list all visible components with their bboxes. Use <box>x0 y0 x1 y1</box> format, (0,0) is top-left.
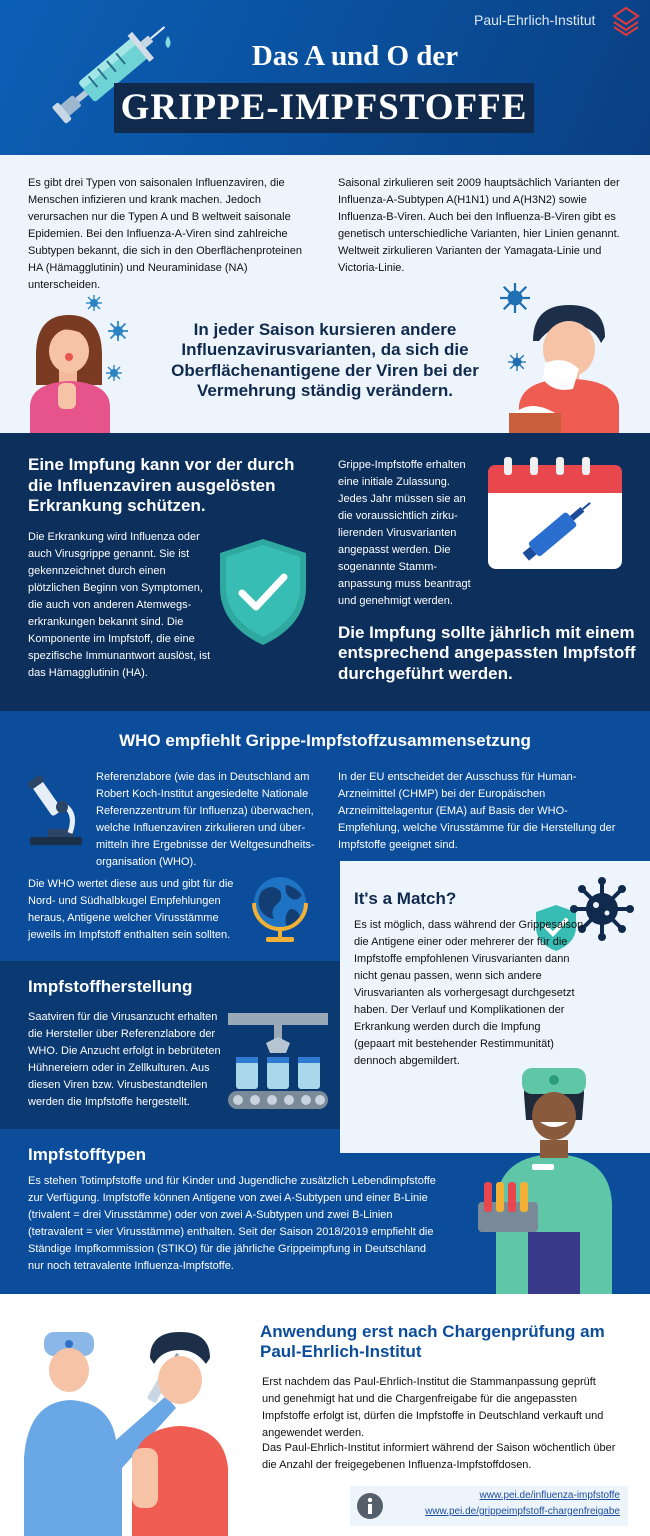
calendar-syringe-icon <box>486 455 624 571</box>
anwendung-text1: Erst nachdem das Paul-Ehrlich-Institut die Stammanpassung geprüft und genehmigt hat und die Chargenfreigabe für die angepassten Impfstoffe erfolgt ist, dürfen die Impfstoffe in Deutschland verkauft und angewendet werden. <box>262 1376 604 1440</box>
title-line1: Das A und O der <box>251 40 459 72</box>
intro-left-text: Es gibt drei Typen von saisonalen Influenzaviren, die Menschen infizieren und krank machen. Jedoch verursachen nur die Typen A und B weltweit saisonale Epidemien. Bei den Influenza-A-Viren sind zahlreiche Subtypen bekannt, die sich in den Oberflächenproteinen HA (Hämagglutinin) und Neuraminidase (NA) unterscheiden. <box>28 177 302 292</box>
match-text: Es ist möglich, dass während der Grippesaison die Antigene einer oder mehrerer der für die Impfstoffe empfohlenen Virusvarianten dann nicht genau passen, wenn sich andere Virusvarianten als vorhergesagt durchgesetzt haben. Der Verlauf und Komplikationen der Erkrankung werden durch die Impfung (gepaart mit bestehender Restimmunität) dennoch abgemildert. <box>354 919 584 1068</box>
info-icon <box>356 1492 384 1520</box>
anwendung-section <box>0 1294 650 1536</box>
herstellung-heading: Impfstoffherstellung <box>28 977 193 996</box>
match-heading: It's a Match? <box>354 889 457 908</box>
vaccination-section <box>0 433 650 711</box>
doctor-patient-illustration <box>22 1328 252 1536</box>
vaccination-left-text: Die Erkrankung wird Influenza oder auch Virusgrippe genannt. Sie ist gekennzeichnet durch einen plötzlichen Beginn von Symptomen, die auch von anderen Atemwegs-erkrankungen bekannt sind. Die Komponente im Impfstoff, die eine spezifische Immunantwort auslöst, ist das Hämagglutinin (HA). <box>28 531 211 680</box>
herstellung-text: Saatviren für die Virusanzucht erhalten die Hersteller über Referenzlabore der WHO. Die Anzucht erfolgt in bebrüteten Hühnereiern oder in Zellkulturen. Aus diesen Viren bzw. Virusbestandteilen werden die Impfstoffe hergestellt. <box>28 1011 221 1109</box>
who-text-right: In der EU entscheidet der Ausschuss für Human-Arzneimittel (CHMP) bei der Europäischen Arzneimittelagentur (EMA) auf Basis der WHO-Empfehlung, welche Virusstämme für die Herstellung der Impfstoffe geeignet sind. <box>338 771 616 852</box>
sneezing-woman-illustration <box>24 305 114 433</box>
nurse-illustration <box>478 1064 628 1294</box>
logo-text: Paul-Ehrlich-Institut <box>474 12 596 28</box>
intro-highlight: In jeder Saison kursieren andere Influenzavirusvarianten, da sich die Oberflächenantigene der Viren bei der Vermehrung ständig verändern. <box>171 320 479 401</box>
pei-logo-icon <box>612 6 640 36</box>
vaccine-production-icon <box>228 1013 328 1111</box>
typen-text: Es stehen Totimpfstoffe und für Kinder und Jugendliche zusätzlich Lebendimpfstoffe zur Verfügung. Impfstoffe können Antigene von zwei A-Subtypen und einer B-Linie (trivalent = drei Virusstämme) oder von zwei A-Subtypen und zwei B-Linien (tetravalent = vier Virusstämme) enthalten. Seit der Saison 2018/2019 empfiehlt die Ständige Impfkommission (STIKO) für die jährliche Grippeimpfung in Deutschland nur noch tetravalente Influenza-Impfstoffe. <box>28 1175 436 1273</box>
globe-icon <box>250 873 312 943</box>
who-text1: Referenzlabore (wie das in Deutschland am Robert Koch-Institut angesiedelte Nationale Referenzzentrum für Influenza) überwachen, welche Influenzaviren zirkulieren und über-mitteln ihre Ergebnisse der Weltgesundheits-organisation (WHO). <box>96 771 315 869</box>
vaccination-heading: Eine Impfung kann vor der durch die Influenzaviren ausgelösten Erkrankung schützen. <box>28 455 295 516</box>
who-text2: Die WHO wertet diese aus und gibt für die Nord- und Südhalbkugel Empfehlungen heraus, Antigene welcher Virusstämme jeweils im Impfstoff enthalten sein sollten. <box>28 878 234 942</box>
microscope-icon <box>26 773 86 847</box>
intro-right-text: Saisonal zirkulieren seit 2009 hauptsächlich Varianten der Influenza-A-Subtypen A(H1N1) und A(H3N2) sowie Influenza-B-Viren. Auch bei den Influenza-B-Viren gibt es genetisch unterschiedliche Varianten, hier Linien genannt. Weltweit zirkulieren Varianten der Yamagata-Linie und Victoria-Linie. <box>338 177 620 275</box>
sneezing-man-illustration <box>505 301 625 433</box>
header <box>0 0 650 155</box>
who-heading: WHO empfiehlt Grippe-Impfstoffzusammensetzung <box>119 731 531 750</box>
page-title: GRIPPE-IMPFSTOFFE <box>114 83 534 133</box>
anwendung-heading: Anwendung erst nach Chargenprüfung am Paul-Ehrlich-Institut <box>260 1322 605 1362</box>
vaccination-highlight: Die Impfung sollte jährlich mit einem entsprechend angepassten Impfstoff durchgeführt werden. <box>338 623 636 683</box>
vaccination-right-text: Grippe-Impfstoffe erhalten eine initiale Zulassung. Jedes Jahr müssen sie an die voraussichtlich zirku-lierenden Virusvarianten angepasst werden. Die sogenannte Stamm-anpassung muss beantragt und genehmigt werden. <box>338 459 471 608</box>
shield-check-icon <box>218 537 308 647</box>
links-box <box>350 1486 628 1526</box>
link-influenza-impfstoffe[interactable]: www.pei.de/influenza-impfstoffe <box>479 1490 620 1501</box>
intro-section <box>0 155 650 433</box>
anwendung-text2: Das Paul-Ehrlich-Institut informiert während der Saison wöchentlich über die Anzahl der freigegebenen Influenza-Impfstoffdosen. <box>262 1442 616 1472</box>
typen-heading: Impfstofftypen <box>28 1145 147 1164</box>
link-chargenfreigabe[interactable]: www.pei.de/grippeimpfstoff-chargenfreigabe <box>425 1506 620 1517</box>
